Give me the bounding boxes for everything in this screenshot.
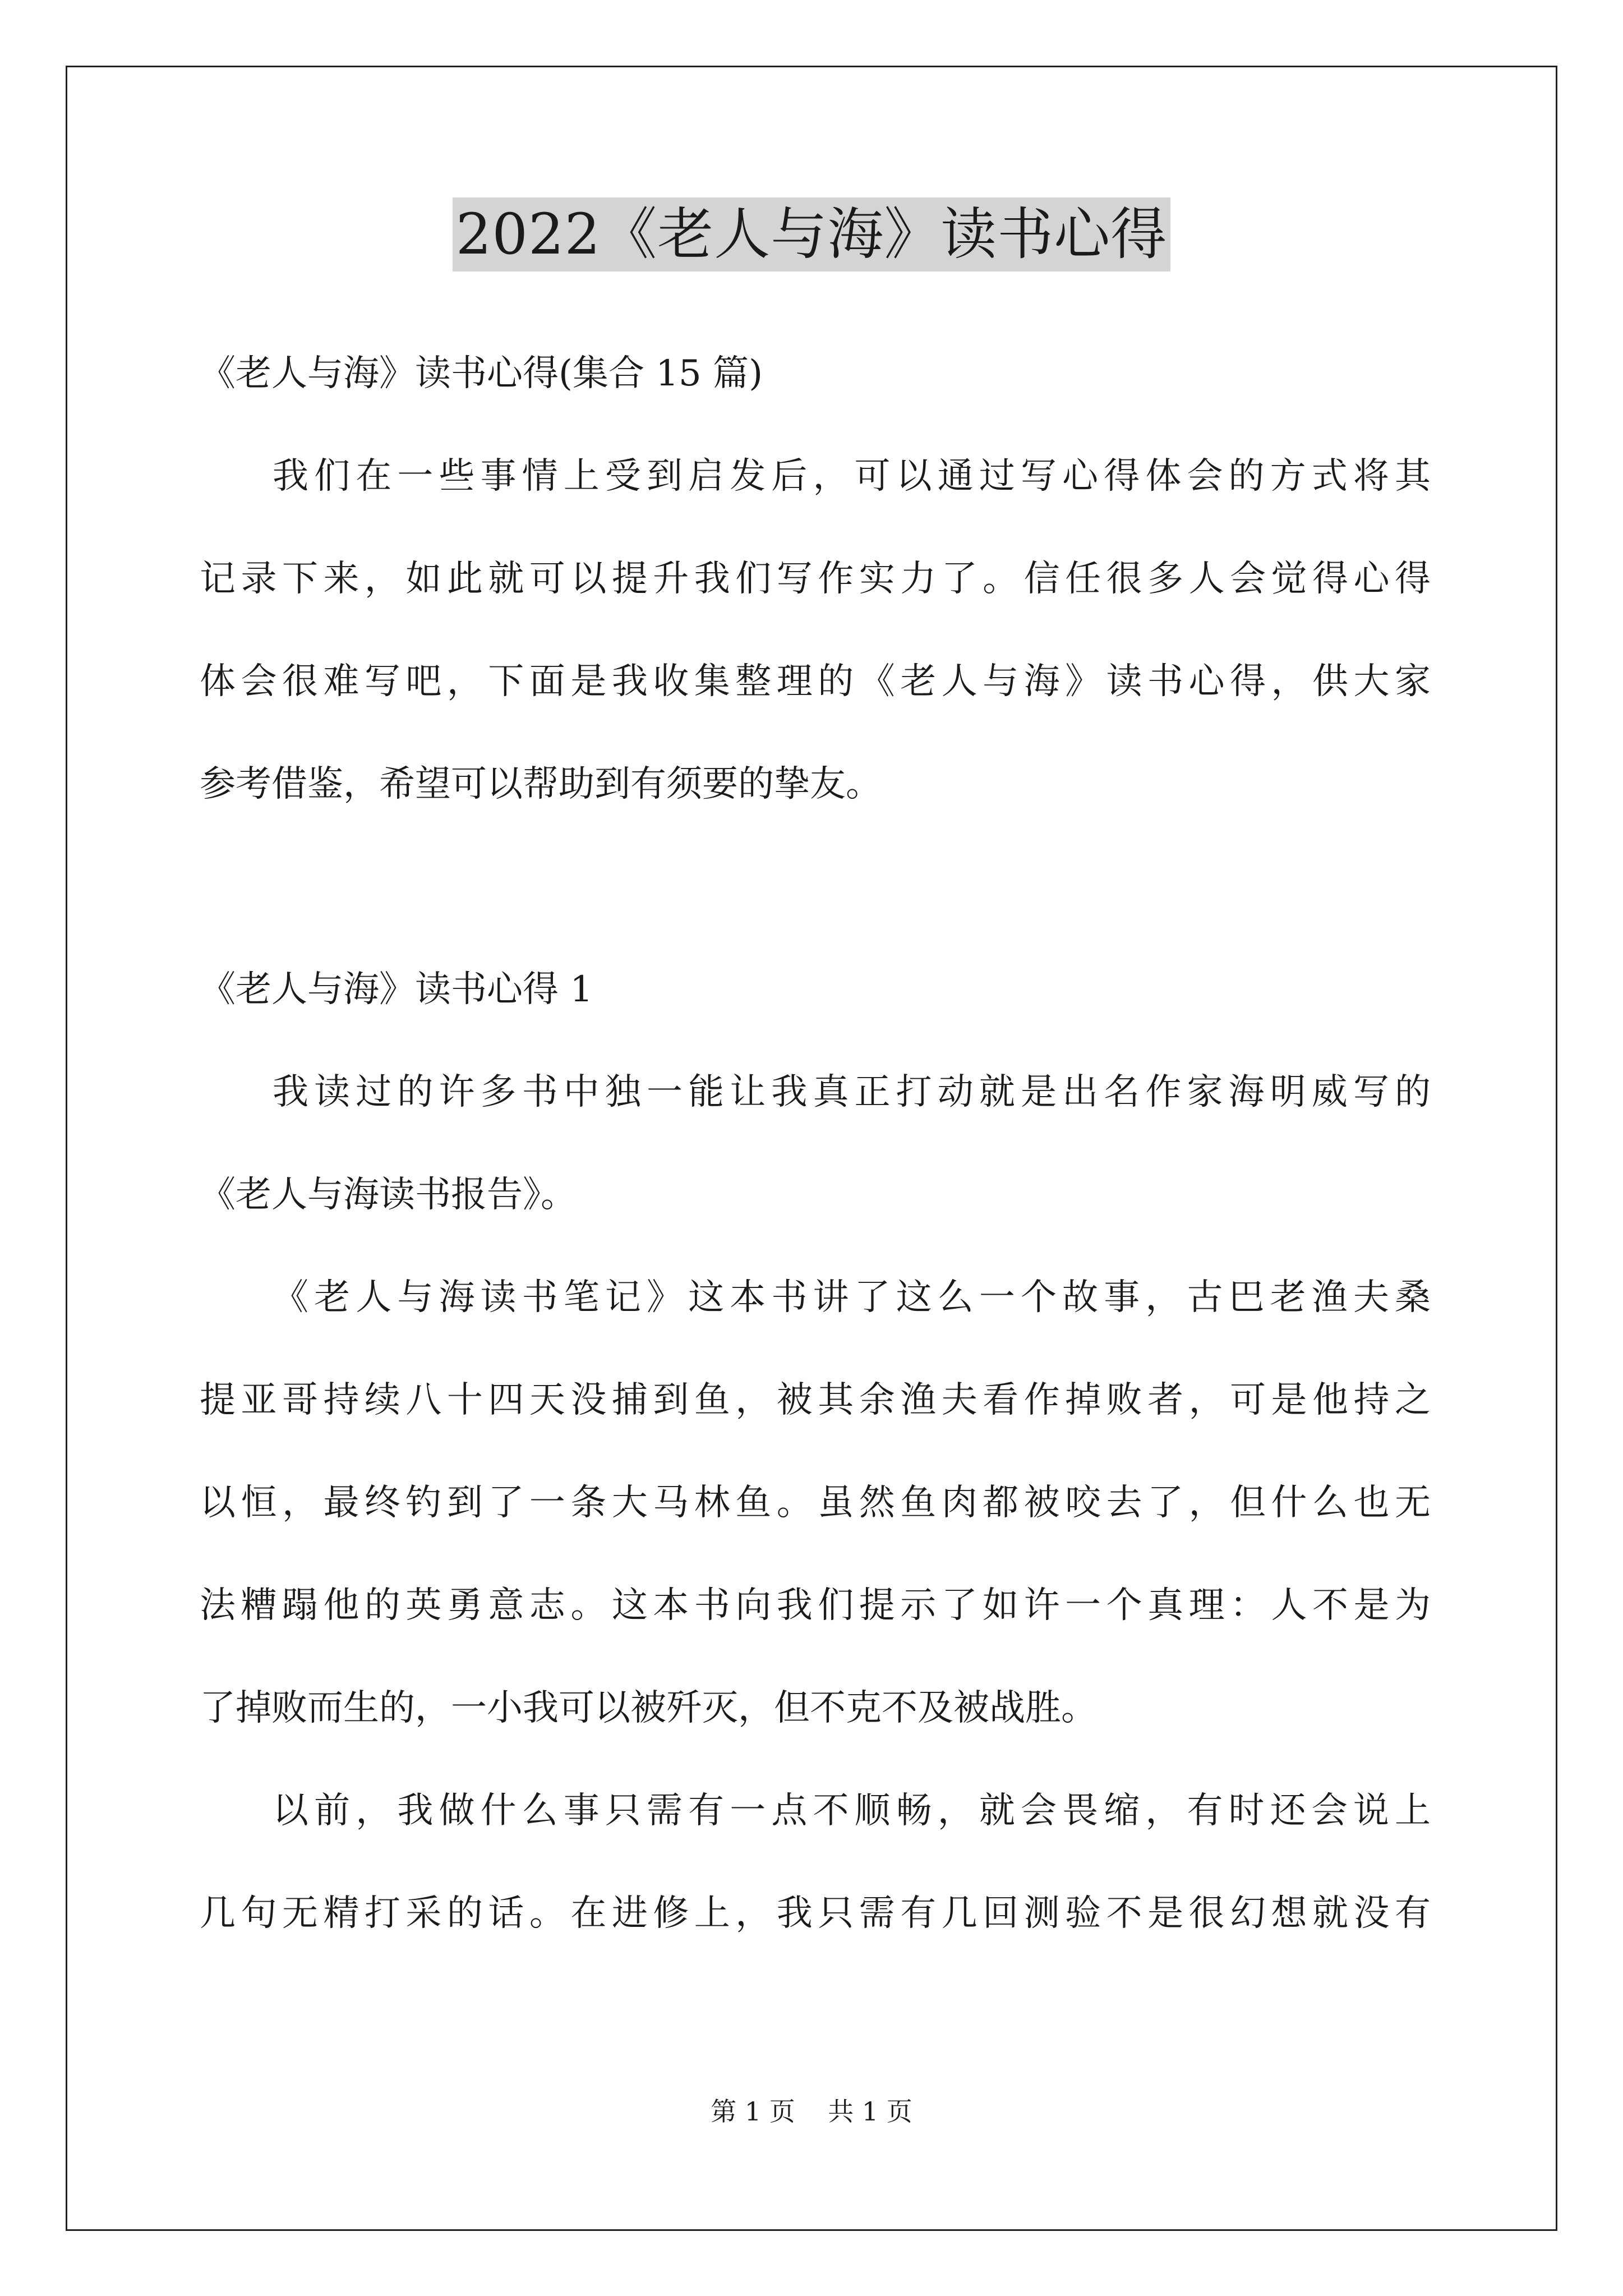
paragraph-3 — [200, 1792, 1431, 1932]
document-body — [200, 320, 1431, 1932]
paragraph-line: 《老人与海读书笔记》这本书讲了这么一个故事，古巴老渔夫桑 — [273, 1277, 1431, 1318]
paragraph-1 — [200, 1071, 1431, 1216]
paragraph-line: 法糟蹋他的英勇意志。这本书向我们提示了如许一个真理：人不是为 — [200, 1585, 1431, 1626]
intro-line: 我们在一些事情上受到启发后，可以通过写心得体会的方式将其 — [273, 455, 1431, 497]
intro-line: 记录下来，如此就可以提升我们写作实力了。信任很多人会觉得心得 — [200, 558, 1431, 600]
paragraph-line: 几句无精打采的话。在进修上，我只需有几回测验不是很幻想就没有 — [200, 1893, 1431, 1934]
title-area — [0, 197, 1623, 272]
document-title: 2022《老人与海》读书心得 — [453, 197, 1171, 272]
intro-line: 参考借鉴，希望可以帮助到有须要的挚友。 — [200, 763, 882, 805]
intro-paragraph — [200, 455, 1431, 805]
paragraph-line: 了掉败而生的，一小我可以被歼灭，但不克不及被战胜。 — [200, 1687, 1097, 1729]
section-heading: 《老人与海》读书心得 1 — [200, 969, 593, 1010]
paragraph-line: 《老人与海读书报告》。 — [200, 1174, 577, 1216]
intro-line: 体会很难写吧，下面是我收集整理的《老人与海》读书心得，供大家 — [200, 661, 1431, 702]
page-footer: 第 1 页 共 1 页 — [711, 2096, 912, 2127]
paragraph-2 — [200, 1279, 1431, 1727]
paragraph-line: 以恒，最终钓到了一条大马林鱼。虽然鱼肉都被咬去了，但什么也无 — [200, 1482, 1431, 1524]
paragraph-line: 提亚哥持续八十四天没捕到鱼，被其余渔夫看作掉败者，可是他持之 — [200, 1379, 1431, 1421]
paragraph-line: 以前，我做什么事只需有一点不顺畅，就会畏缩，有时还会说上 — [273, 1790, 1431, 1832]
paragraph-line: 我读过的许多书中独一能让我真正打动就是出名作家海明威写的 — [273, 1071, 1431, 1113]
document-subtitle: 《老人与海》读书心得(集合 15 篇) — [200, 353, 763, 394]
